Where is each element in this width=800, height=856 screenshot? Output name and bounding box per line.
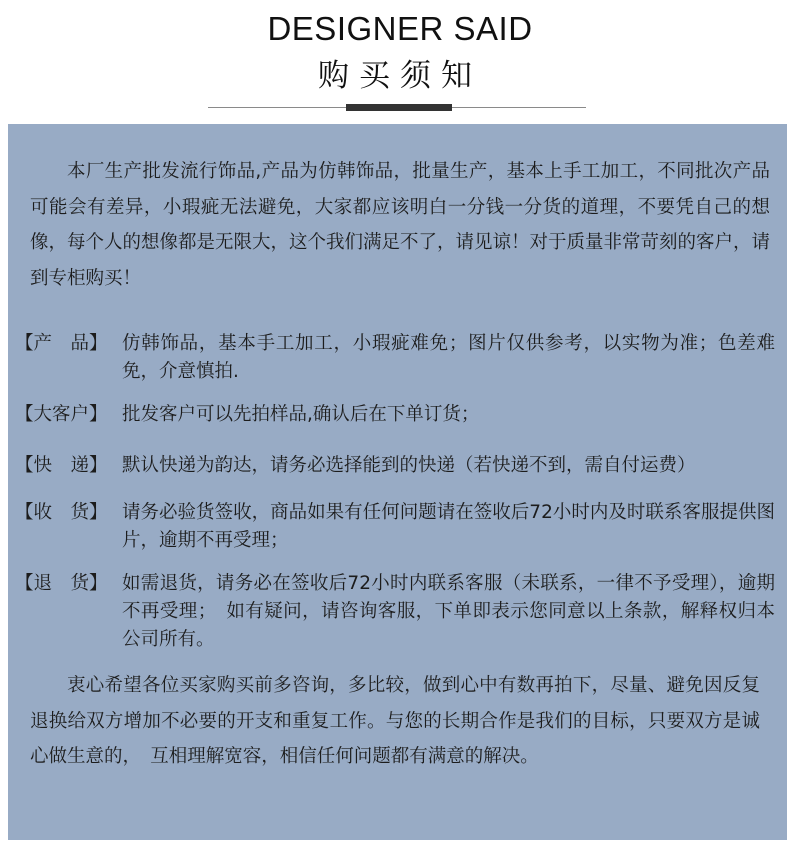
policy-item-product	[15, 330, 775, 386]
page-title-english: DESIGNER SAID	[267, 10, 533, 47]
policy-text: 如需退货，请务必在签收后72小时内联系客服（未联系，一律不予受理），逾期不再受理； 如有疑问，请咨询客服，下单即表示您同意以上条款，解释权归本公司所有。	[122, 573, 775, 650]
policy-text: 请务必验货签收，商品如果有任何问题请在签收后72小时内及时联系客服提供图片，逾期不再受理；	[122, 502, 775, 551]
policy-item-returns	[15, 570, 775, 654]
closing-paragraph: 衷心希望各位买家购买前多咨询，多比较，做到心中有数再拍下，尽量、避免因反复退换给双方增加不必要的开支和重复工作。与您的长期合作是我们的目标，只要双方是诚心做生意的， 互相理解宽容，相信任何问题都有满意的解决。	[30, 675, 760, 767]
policy-label: 【退 货】	[15, 573, 108, 594]
policy-label: 【快 递】	[15, 455, 108, 476]
policy-label: 【大客户】	[15, 404, 108, 425]
policy-text: 默认快递为韵达，请务必选择能到的快递（若快递不到，需自付运费）	[122, 455, 696, 476]
policy-item-receiving	[15, 499, 775, 555]
policy-item-shipping	[15, 452, 775, 480]
intro-paragraph: 本厂生产批发流行饰品,产品为仿韩饰品，批量生产，基本上手工加工，不同批次产品可能会有差异，小瑕疵无法避免，大家都应该明白一分钱一分货的道理，不要凭自己的想像，每个人的想像都是无限大，这个我们满足不了，请见谅！对于质量非常苛刻的客户，请到专柜购买！	[30, 161, 771, 289]
policy-text: 仿韩饰品，基本手工加工，小瑕疵难免；图片仅供参考，以实物为准；色差难免，介意慎拍.	[122, 333, 775, 382]
policy-text: 批发客户可以先拍样品,确认后在下单订货；	[122, 404, 480, 425]
policy-item-wholesale	[15, 401, 775, 429]
title-divider-accent	[346, 104, 452, 111]
policy-label: 【产 品】	[15, 333, 108, 354]
page-title-chinese: 购买须知	[318, 58, 482, 94]
header	[0, 0, 800, 124]
policy-label: 【收 货】	[15, 502, 108, 523]
